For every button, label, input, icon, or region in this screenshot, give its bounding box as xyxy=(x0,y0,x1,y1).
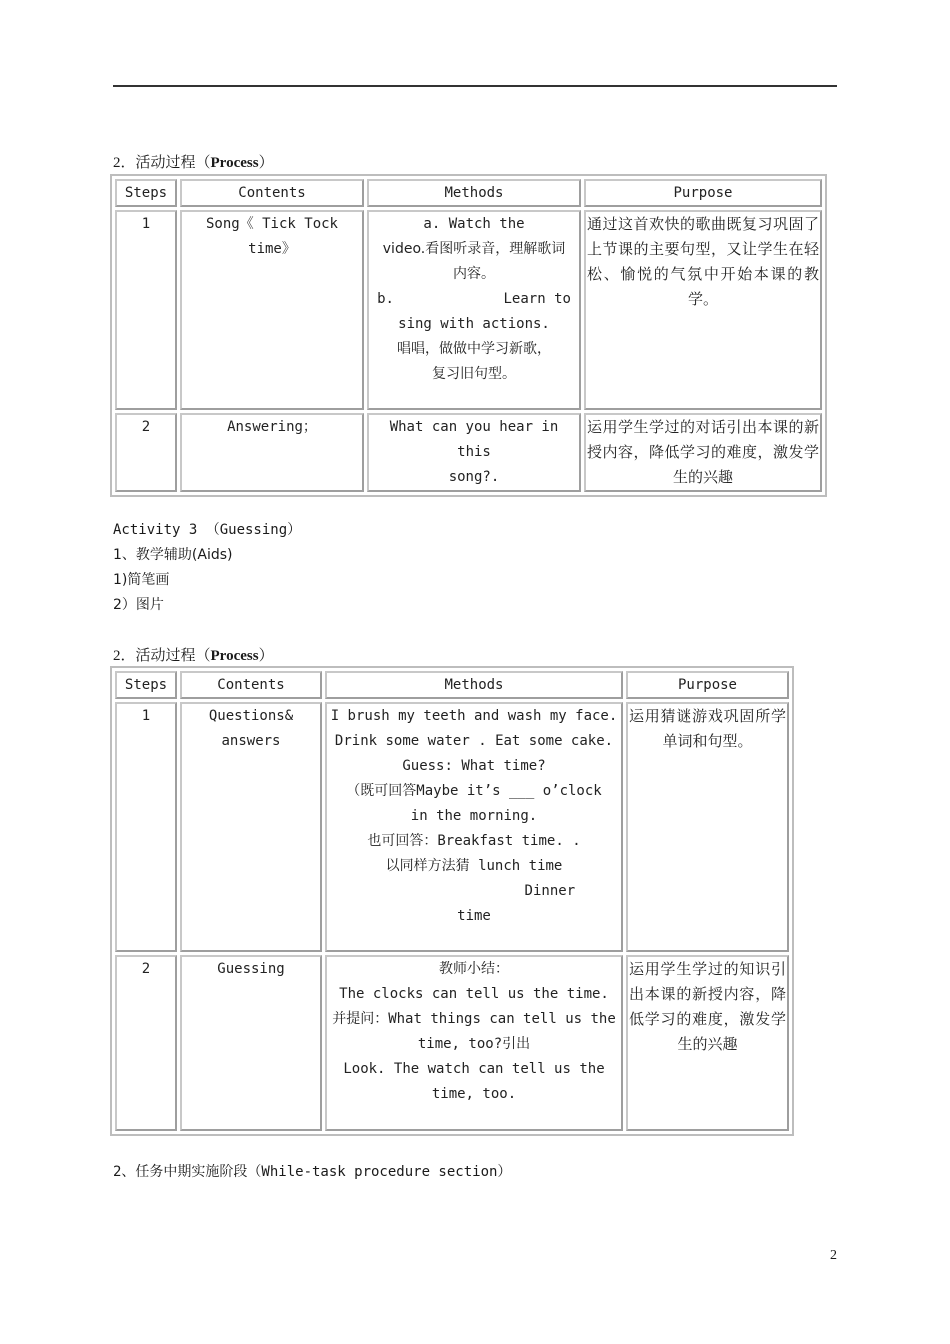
purpose-cell: 通过这首欢快的歌曲既复习巩固了上节课的主要句型，又让学生在轻松、愉悦的气氛中开始本课的教学。 xyxy=(584,210,822,410)
table-row xyxy=(115,210,822,410)
content-cell: Song《 Tick Tock time》 xyxy=(180,210,364,410)
aid-item: 1)简笔画 xyxy=(113,572,170,588)
methods-cell: 教师小结： The clocks can tell us the time. 并提问：What things can tell us the time, too?引出 Look. The watch can tell us the time, too. xyxy=(325,955,623,1131)
page-number: 2 xyxy=(830,1248,837,1263)
col-contents: Contents xyxy=(180,671,322,699)
process-table-2 xyxy=(110,666,794,1136)
methods-cell: What can you hear in this song?. xyxy=(367,413,581,492)
col-purpose: Purpose xyxy=(626,671,789,699)
process-heading-2: 2．活动过程（Process） xyxy=(113,648,274,664)
col-methods: Methods xyxy=(325,671,623,699)
process-heading-1: 2．活动过程（Process） xyxy=(113,155,274,171)
col-steps: Steps xyxy=(115,179,177,207)
purpose-cell: 运用学生学过的对话引出本课的新授内容，降低学习的难度，激发学生的兴趣 xyxy=(584,413,822,492)
table-header-row xyxy=(115,671,789,699)
purpose-cell: 运用猜谜游戏巩固所学单词和句型。 xyxy=(626,702,789,952)
table-header-row xyxy=(115,179,822,207)
col-purpose: Purpose xyxy=(584,179,822,207)
purpose-cell: 运用学生学过的知识引出本课的新授内容，降低学习的难度，激发学生的兴趣 xyxy=(626,955,789,1131)
methods-cell: I brush my teeth and wash my face. Drink some water . Eat some cake. Guess: What time? （既可回答Maybe it’s ___ o’clock in the morning. 也可回答：Breakfast time. . 以同样方法猜 lunch time Dinner time xyxy=(325,702,623,952)
process-table-1 xyxy=(110,174,827,497)
activity-title: Activity 3 （Guessing） xyxy=(113,522,302,538)
table-row xyxy=(115,413,822,492)
table-row xyxy=(115,955,789,1131)
step-cell: 2 xyxy=(115,955,177,1131)
step-cell: 2 xyxy=(115,413,177,492)
aids-heading: 1、教学辅助(Aids) xyxy=(113,547,233,563)
methods-cell: a. Watch the video.看图听录音，理解歌词 内容。 b. Learn to sing with actions. 唱唱，做做中学习新歌， 复习旧句型。 xyxy=(367,210,581,410)
content-cell: Answering； xyxy=(180,413,364,492)
while-task-heading: 2、任务中期实施阶段（While-task procedure section） xyxy=(113,1164,512,1180)
col-methods: Methods xyxy=(367,179,581,207)
step-cell: 1 xyxy=(115,210,177,410)
col-steps: Steps xyxy=(115,671,177,699)
col-contents: Contents xyxy=(180,179,364,207)
step-cell: 1 xyxy=(115,702,177,952)
header-rule xyxy=(113,85,837,87)
table-row xyxy=(115,702,789,952)
aid-item: 2）图片 xyxy=(113,597,164,613)
content-cell: Questions& answers xyxy=(180,702,322,952)
content-cell: Guessing xyxy=(180,955,322,1131)
